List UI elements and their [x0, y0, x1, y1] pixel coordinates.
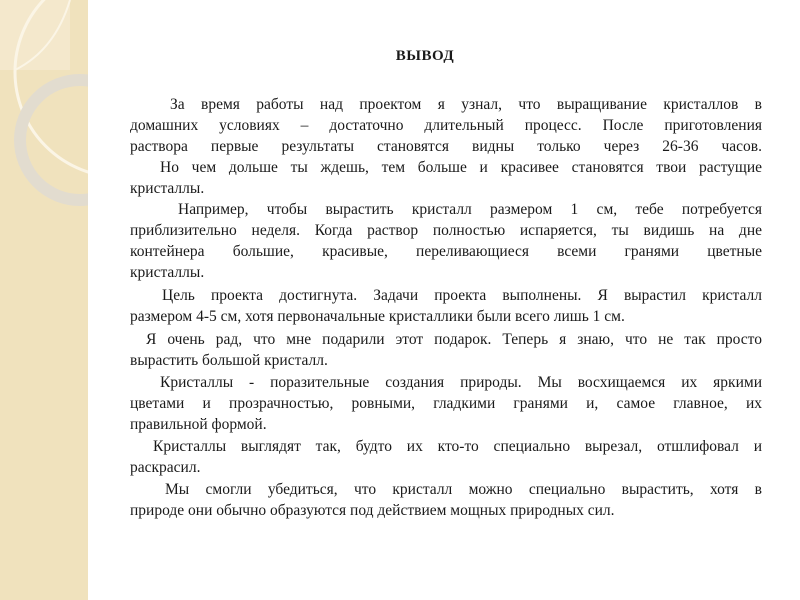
decorative-circles-icon — [0, 0, 88, 600]
text-line: Но чем дольше ты ждешь, тем больше и красивее становятся твои растущие — [160, 159, 762, 176]
text-line: приблизительно неделя. Когда раствор полностью испаряется, ты видишь на дне — [130, 222, 762, 239]
slide-title: ВЫВОД — [395, 48, 455, 64]
text-line: Кристаллы выглядят так, будто их кто-то специально вырезал, отшлифовал и — [153, 438, 762, 455]
decorative-side-panel — [0, 0, 88, 600]
text-line: За время работы над проектом я узнал, что выращивание кристаллов в — [170, 96, 762, 113]
text-line: Например, чтобы вырастить кристалл размером 1 см, тебе потребуется — [178, 201, 762, 218]
text-line: размером 4-5 см, хотя первоначальные кристаллики были всего лишь 1 см. — [130, 308, 625, 325]
text-line: цветами и прозрачностью, ровными, гладкими гранями и, самое главное, их — [130, 395, 762, 412]
text-line: природе они обычно образуются под действием мощных природных сил. — [130, 502, 615, 519]
text-line: правильной формой. — [130, 416, 267, 433]
text-line: вырастить большой кристалл. — [130, 352, 328, 369]
text-line: домашних условиях – достаточно длительный процесс. После приготовления — [130, 117, 762, 134]
text-line: Мы смогли убедиться, что кристалл можно специально вырастить, хотя в — [165, 481, 762, 498]
text-line: кристаллы. — [130, 264, 205, 281]
text-line: Кристаллы - поразительные создания природы. Мы восхищаемся их яркими — [160, 374, 762, 391]
text-line: раскрасил. — [130, 459, 201, 476]
text-line: Я очень рад, что мне подарили этот подарок. Теперь я знаю, что не так просто — [146, 331, 762, 348]
text-line: кристаллы. — [130, 180, 205, 197]
text-line: раствора первые результаты становятся видны только через 26-36 часов. — [130, 138, 762, 155]
text-line: Цель проекта достигнута. Задачи проекта выполнены. Я вырастил кристалл — [162, 287, 762, 304]
text-line: контейнера большие, красивые, переливающиеся всеми гранями цветные — [130, 243, 762, 260]
